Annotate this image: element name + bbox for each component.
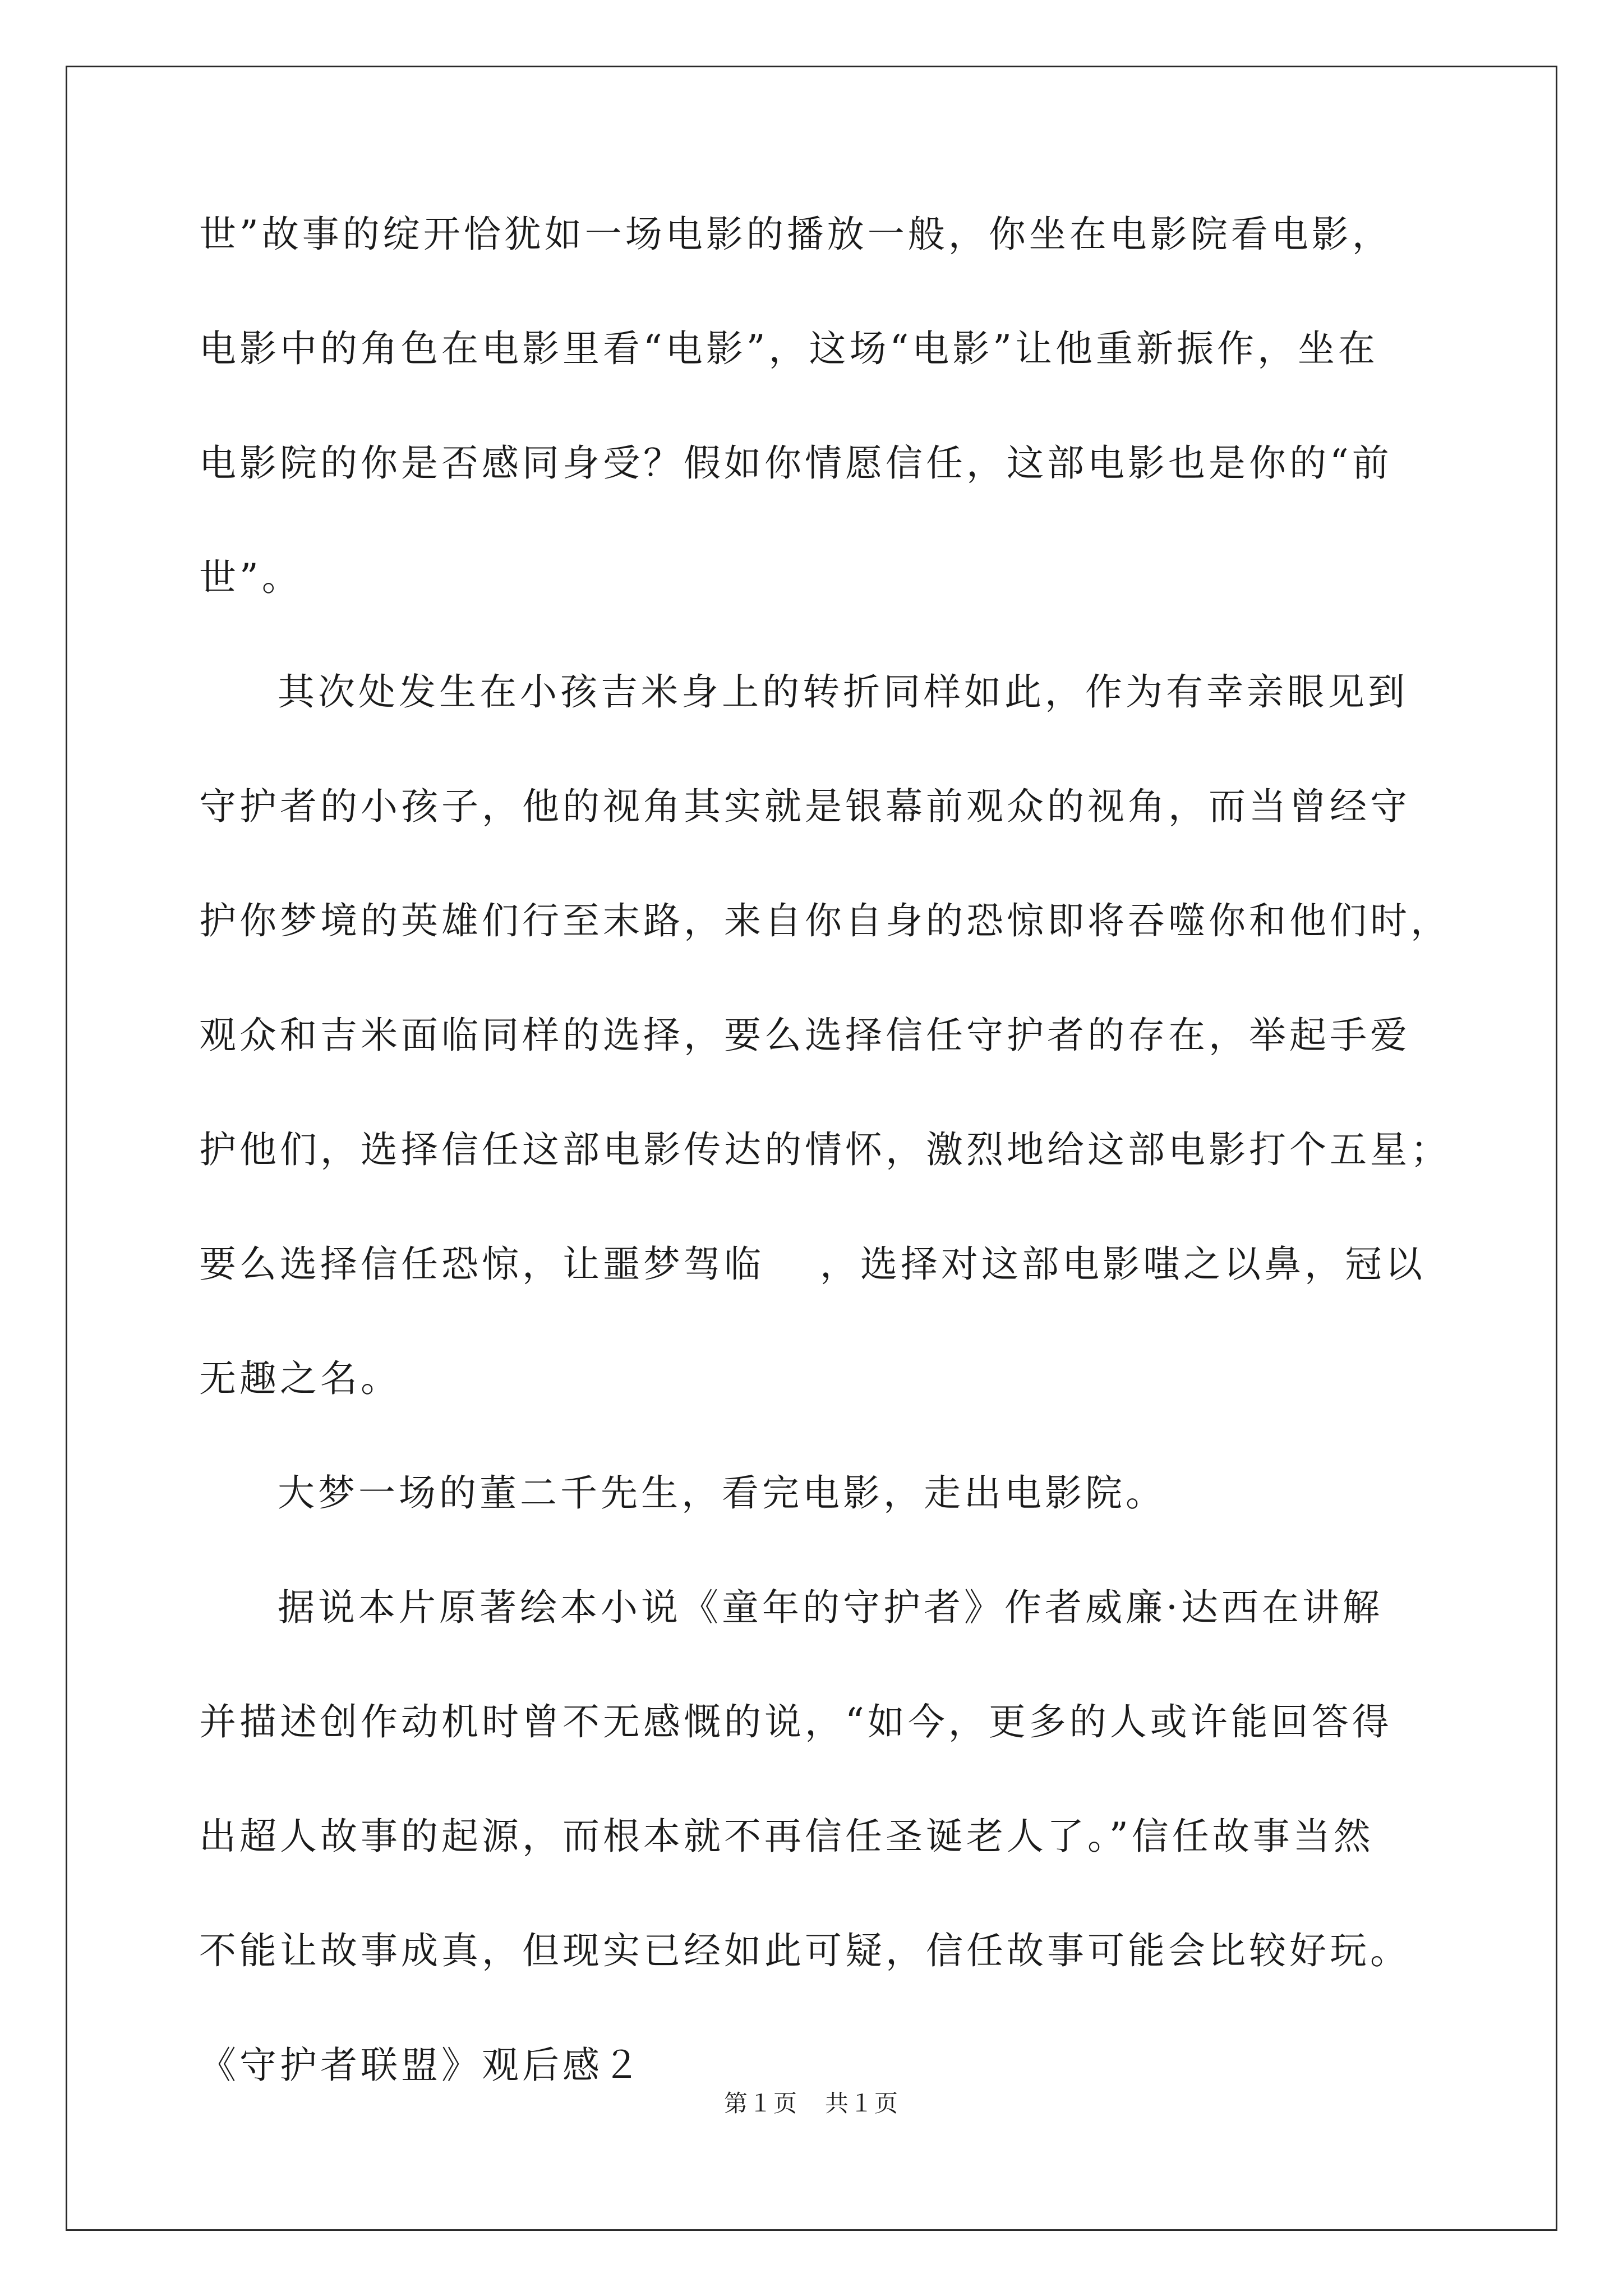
body-line: 无趣之名。 (199, 1357, 401, 1400)
document-body (199, 208, 1455, 2153)
page-footer (0, 2087, 1623, 2120)
body-line: 出超人故事的起源，而根本就不再信任圣诞老人了。”信任故事当然 (199, 1815, 1374, 1858)
body-line: 世”。 (199, 556, 302, 599)
body-line: 电影院的你是否感同身受？假如你情愿信任，这部电影也是你的“前 (199, 441, 1393, 485)
body-line: 并描述创作动机时曾不无感慨的说，“如今，更多的人或许能回答得 (199, 1700, 1393, 1743)
body-line: 观众和吉米面临同样的选择，要么选择信任守护者的存在，举起手爱 (199, 1014, 1410, 1057)
body-line: 守护者的小孩子，他的视角其实就是银幕前观众的视角，而当曾经守 (199, 785, 1410, 828)
body-line: 据说本片原著绘本小说《童年的守护者》作者威廉·达西在讲解 (278, 1586, 1383, 1629)
body-line: 电影中的角色在电影里看“电影”，这场“电影”让他重新振作，坐在 (199, 327, 1378, 370)
section-heading: 《守护者联盟》观后感２ (199, 2044, 643, 2087)
body-line: 不能让故事成真，但现实已经如此可疑，信任故事可能会比较好玩。 (199, 1929, 1410, 1972)
body-line: 要么选择信任恐惊，让噩梦驾临 ，选择对这部电影嗤之以鼻，冠以 (199, 1243, 1426, 1286)
body-line: 护你梦境的英雄们行至末路，来自你自身的恐惊即将吞噬你和他们时， (199, 899, 1451, 942)
body-line: 大梦一场的董二千先生，看完电影，走出电影院。 (278, 1471, 1166, 1515)
body-line: 世”故事的绽开恰犹如一场电影的播放一般，你坐在电影院看电影， (199, 213, 1393, 256)
page-number: 第１页 (723, 2090, 798, 2117)
body-line: 护他们，选择信任这部电影传达的情怀，激烈地给这部电影打个五星； (199, 1128, 1451, 1171)
body-line: 其次处发生在小孩吉米身上的转折同样如此，作为有幸亲眼见到 (278, 670, 1408, 714)
page-total: 共１页 (825, 2090, 900, 2117)
